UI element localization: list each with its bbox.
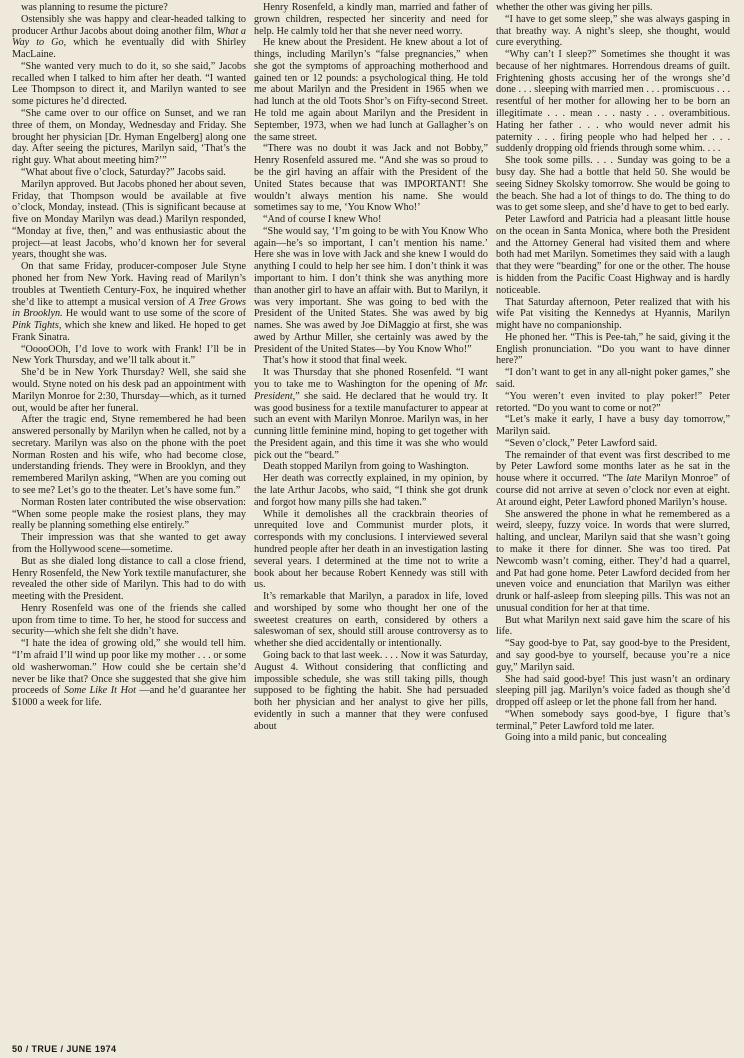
text-run: On that same Friday, producer-composer Jule Styne phoned her from New York. Having read of Marilyn’s troubles at Twentieth Century-Fox, he inquired whether she’d like to attempt a musical version of	[12, 261, 246, 308]
text-run: “I have to get some sleep,” she was always gasping in that breathy way. A night’s sleep, she thought, would cure everything.	[496, 13, 730, 49]
paragraph	[254, 461, 488, 473]
text-run: He would want to use some of the score of	[62, 308, 246, 320]
paragraph	[496, 674, 730, 709]
paragraph	[254, 2, 488, 37]
paragraph	[496, 2, 730, 14]
text-run: whether the other was giving her pills.	[496, 2, 653, 13]
text-run: But as she dialed long distance to call a close friend, Henry Rosenfeld, the New York textile manufacturer, she revealed the other side of Marilyn. This had to do with meeting with the President.	[12, 555, 246, 603]
text-run: That’s how it stood that final week.	[263, 355, 408, 367]
text-run: Going back to that last week. . . . Now it was Saturday, August 4. Without considering that conflicting and impossible schedule, she was still taking pills, though supposed to be fighting the habit. She had persuaded both her physician and her analyst to give her pills, evidently in such a manner that they were confused about	[254, 649, 488, 732]
paragraph	[254, 367, 488, 461]
paragraph	[496, 509, 730, 615]
text-run: “And of course I knew Who!	[263, 214, 382, 226]
text-column-3	[496, 2, 730, 1036]
paragraph	[496, 638, 730, 673]
paragraph	[12, 532, 246, 556]
italic-title: Some Like It Hot	[63, 685, 136, 697]
paragraph	[496, 732, 730, 744]
paragraph	[496, 414, 730, 438]
text-run: “What about five o’clock, Saturday?” Jacobs said.	[21, 166, 226, 178]
text-run: Henry Rosenfeld was one of the friends she called upon from time to time. To her, he stood for success and security—which she felt she didn’t have.	[12, 602, 246, 638]
text-run: Death stopped Marilyn from going to Washington.	[263, 461, 469, 473]
text-run: —and he’d guarantee her $1000 a week for life.	[12, 685, 246, 709]
paragraph	[12, 61, 246, 108]
text-run: Norman Rosten later contributed the wise observation: “When some people make the rosiest plans, they may really be planning something else entirely.”	[12, 496, 246, 532]
paragraph	[496, 155, 730, 214]
italic-title: Pink Tights,	[12, 320, 62, 332]
paragraph	[254, 650, 488, 732]
paragraph	[254, 143, 488, 214]
text-run: She took some pills. . . . Sunday was going to be a busy day. She had a bottle that held 50. She would be seeing Sidney Skolsky tomorrow. She would be going to the beach. She had a lot of things to do. The thing to do was to get some sleep, and she’d have to get to bed early.	[496, 155, 730, 214]
paragraph	[496, 297, 730, 332]
paragraph	[496, 214, 730, 296]
paragraph	[254, 473, 488, 508]
text-run: “I don’t want to get in any all-night poker games,” she said.	[496, 367, 730, 390]
text-run: “Seven o’clock,” Peter Lawford said.	[505, 437, 658, 449]
text-column-2	[254, 2, 488, 1036]
paragraph	[12, 108, 246, 167]
text-run: “Why can’t I sleep?” Sometimes she thought it was because of her nightmares. Horrendous dreams of guilt. Frightening ghosts accusing her of the wrongs she’d done . . . sleeping with married men . . . promiscuous . . . resentful of her mother for allowing her to be born an illegitimate . . . mean . . . nasty . . . overambitious. Hating her father . . . who would never admit his paternity . . . firing people who had helped her . . . suddenly dropping old friends through some whim. . . .	[496, 49, 730, 155]
paragraph	[496, 14, 730, 49]
paragraph	[12, 14, 246, 61]
paragraph	[254, 37, 488, 143]
paragraph	[12, 414, 246, 496]
text-run: Peter Lawford and Patricia had a pleasant little house on the ocean in Santa Monica, where both the President and the Attorney General had visited them and where both had met Marilyn. Sometimes they said with a laugh that they were “bearding” for one or the other. The house is hidden from the Pacific Coast Highway and is hardly noticeable.	[496, 214, 730, 296]
paragraph	[496, 391, 730, 415]
text-run: He knew about the President. He knew about a lot of things, including Marilyn’s “false pregnancies,” when she got the symptoms of approaching motherhood and gained ten or 12 pounds: a psychological thing. He told me about Marilyn and the President in 1965 when we had lunch at the old Toots Shor’s on Fifty-second Street. He told me again about Marilyn and the President in September, 1973, when we had lunch at Gallagher’s on the same street.	[254, 37, 488, 143]
paragraph	[254, 355, 488, 367]
text-run: She answered the phone in what he remembered as a weird, sleepy, fuzzy voice. In words that were slurred, halting, and unclear, Marilyn said that she wasn’t going to make it there for dinner. She was too tired. Pat Newcomb wasn’t coming, either. They’d had a quarrel, and Pat had gone home. Peter Lawford decided from her uneven voice and enunciation that Marilyn was either drunk or half-asleep from sleeping pills. This was not an unusual condition for her at that time.	[496, 508, 730, 614]
text-run: After the tragic end, Styne remembered he had been answered personally by Marilyn when he called, not by a secretary. Marilyn was also on the phone with the poet Norman Rosten and his wife, who had become close, understanding friends. They were in Brooklyn, and they remembered Marilyn asking, “When are you coming out to see me? Let’s go to the theater. Let’s have some fun.”	[12, 414, 246, 497]
paragraph	[12, 638, 246, 709]
paragraph	[496, 450, 730, 509]
text-run: ” she said. He declared that he would try. It was good business for a textile manufacturer to appear at such an event with Marilyn Monroe. Marilyn was, in her cunning little feminine mind, hoping to get together with the President again, and this time it was she who would pick out the “beard.”	[254, 390, 488, 461]
text-run: Her death was correctly explained, in my opinion, by the late Arthur Jacobs, who said, “I think she got drunk and forgot how many pills she had taken.”	[254, 473, 488, 508]
text-run: Marilyn Monroe” of course did not arrive at seven o’clock nor even at eight. At around eight, Peter Lawford phoned Marilyn’s house.	[496, 473, 730, 508]
text-run: was planning to resume the picture?	[21, 2, 168, 13]
paragraph	[496, 367, 730, 391]
italic-title: late	[626, 473, 642, 485]
text-run: “You weren’t even invited to play poker!” Peter retorted. “Do you want to come or not?”	[496, 390, 730, 414]
paragraph	[12, 179, 246, 261]
text-run: It’s remarkable that Marilyn, a paradox in life, loved and worshiped by some who thought her one of the sweetest creatures on earth, considered by others a saleswoman of sex, should still arouse controversy as to whether she died accidentally or intentionally.	[254, 591, 488, 650]
text-run: “When somebody says good-bye, I figure that’s terminal,” Peter Lawford told me later.	[496, 708, 730, 732]
text-run: which she knew and liked. He hoped to get Frank Sinatra.	[12, 320, 246, 343]
text-run: Henry Rosenfeld, a kindly man, married and father of grown children, respected her sincerity and need for help. He calmly told her that she never need worry.	[254, 2, 488, 37]
text-run: Going into a mild panic, but concealing	[505, 732, 667, 744]
page-folio: 50 / TRUE / JUNE 1974	[12, 1044, 117, 1054]
text-run: “She wanted very much to do it, so she said,” Jacobs recalled when I talked to him after her death. “I wanted Lee Thompson to direct it, and Marilyn wanted to see some pictures he’d directed.	[12, 60, 246, 108]
text-run: He phoned her. “This is Pee-tah,” he said, giving it the English pronunciation. “Do you want to have dinner here?”	[496, 331, 730, 367]
paragraph	[12, 261, 246, 343]
paragraph	[496, 49, 730, 155]
paragraph	[254, 226, 488, 356]
italic-title: Mr. President,	[254, 379, 488, 402]
text-run: “I hate the idea of growing old,” she would tell him. “I’m afraid I’ll wind up poor like my mother . . . or some old washerwoman.” How could she be certain she’d never be like that? Once she suggested that she give him proceeds of	[12, 638, 246, 697]
text-run: “OoooOOh, I’d love to work with Frank! I’ll be in New York Thursday, and we’ll talk about it.”	[12, 343, 246, 367]
paragraph	[254, 509, 488, 591]
text-run: Ostensibly she was happy and clear-headed talking to producer Arthur Jacobs about doing another film,	[12, 13, 246, 37]
paragraph	[12, 497, 246, 532]
text-run: “There was no doubt it was Jack and not Bobby,” Henry Rosenfeld assured me. “And she was so proud to be the girl having an affair with the President of the United States because that was IMPORTANT! She wouldn’t always mention his name. She would sometimes say to me, ‘You Know Who!’	[254, 143, 488, 214]
text-run: “Let’s make it early, I have a busy day tomorrow,” Marilyn said.	[496, 414, 730, 438]
italic-title: A Tree Grows in Brooklyn.	[12, 296, 246, 320]
paragraph	[12, 2, 246, 14]
paragraph	[12, 367, 246, 414]
text-run: Marilyn approved. But Jacobs phoned her about seven, Friday, that Thompson would be available at five o’clock, Monday, instead. (This is significant because at five on Monday Marilyn was dead.) Marilyn responded, “Monday at five, then,” and was enthusiastic about the project—at least Jacobs, who’d known her for several years, thought she was.	[12, 178, 246, 261]
text-run: “She came over to our office on Sunset, and we ran three of them, on Monday, Wednesday and Friday. She brought her physician [Dr. Hyman Engelberg] along one day. After seeing the pictures, Marilyn said, ‘That’s the right guy. What about meeting him?’”	[12, 108, 246, 167]
article-body	[12, 2, 730, 1036]
paragraph	[12, 167, 246, 179]
text-column-1	[12, 2, 246, 1036]
text-run: “Say good-bye to Pat, say good-bye to the President, and say good-bye to yourself, because you’re a nice guy,” Marilyn said.	[496, 638, 730, 673]
text-run: The remainder of that event was first described to me by Peter Lawford some months later as he sat in the house where it occurred. “The	[496, 449, 730, 485]
paragraph	[496, 438, 730, 450]
text-run: “She would say, ‘I’m going to be with You Know Who again—he’s so important, I can’t mention his name.’ Here she was in love with Jack and she knew I would do anything I could to help her see him. I don’t think it was important to him. I don’t think she was anything more than another girl to have an affair with. But to Marilyn, it was very important. She was going to bed with the President of the United States. She was awed by big names. She was awed by Joe DiMaggio at first, she was awed by Arthur Miller, she certainly was awed by the President of the United States—by You Know Who!”	[254, 225, 488, 355]
text-run: She’d be in New York Thursday? Well, she said she would. Styne noted on his desk pad an appointment with Marilyn Monroe for 2:30, Thursday—which, as it turned out, would be after her funeral.	[12, 367, 246, 414]
paragraph	[254, 214, 488, 226]
paragraph	[496, 709, 730, 733]
paragraph	[496, 332, 730, 367]
text-run: She had said good-bye! This just wasn’t an ordinary sleeping pill jag. Marilyn’s voice faded as though she’d dropped off asleep or let the phone fall from her hand.	[496, 673, 730, 709]
text-run: But what Marilyn next said gave him the scare of his life.	[496, 614, 730, 638]
text-run: It was Thursday that she phoned Rosenfeld. “I want you to take me to Washington for the opening of	[254, 367, 488, 390]
text-run: Their impression was that she wanted to get away from the Hollywood scene—sometime.	[12, 532, 246, 555]
text-run: That Saturday afternoon, Peter realized that with his wife Pat visiting the Kennedys at Hyannis, Marilyn might have no companionship.	[496, 296, 730, 332]
paragraph	[12, 344, 246, 368]
text-run: While it demolishes all the crackbrain theories of unrequited love and Communist murder plots, it corresponds with my conclusions. I interviewed several hundred people after her death in an investigation lasting several years. I determined at the time not to write a book about her because Robert Kennedy was still with us.	[254, 508, 488, 591]
paragraph	[12, 603, 246, 638]
paragraph	[254, 591, 488, 650]
paragraph	[12, 556, 246, 603]
italic-title: What a Way to Go,	[12, 25, 246, 49]
text-run: which he eventually did with Shirley MacLaine.	[12, 37, 246, 61]
paragraph	[496, 615, 730, 639]
